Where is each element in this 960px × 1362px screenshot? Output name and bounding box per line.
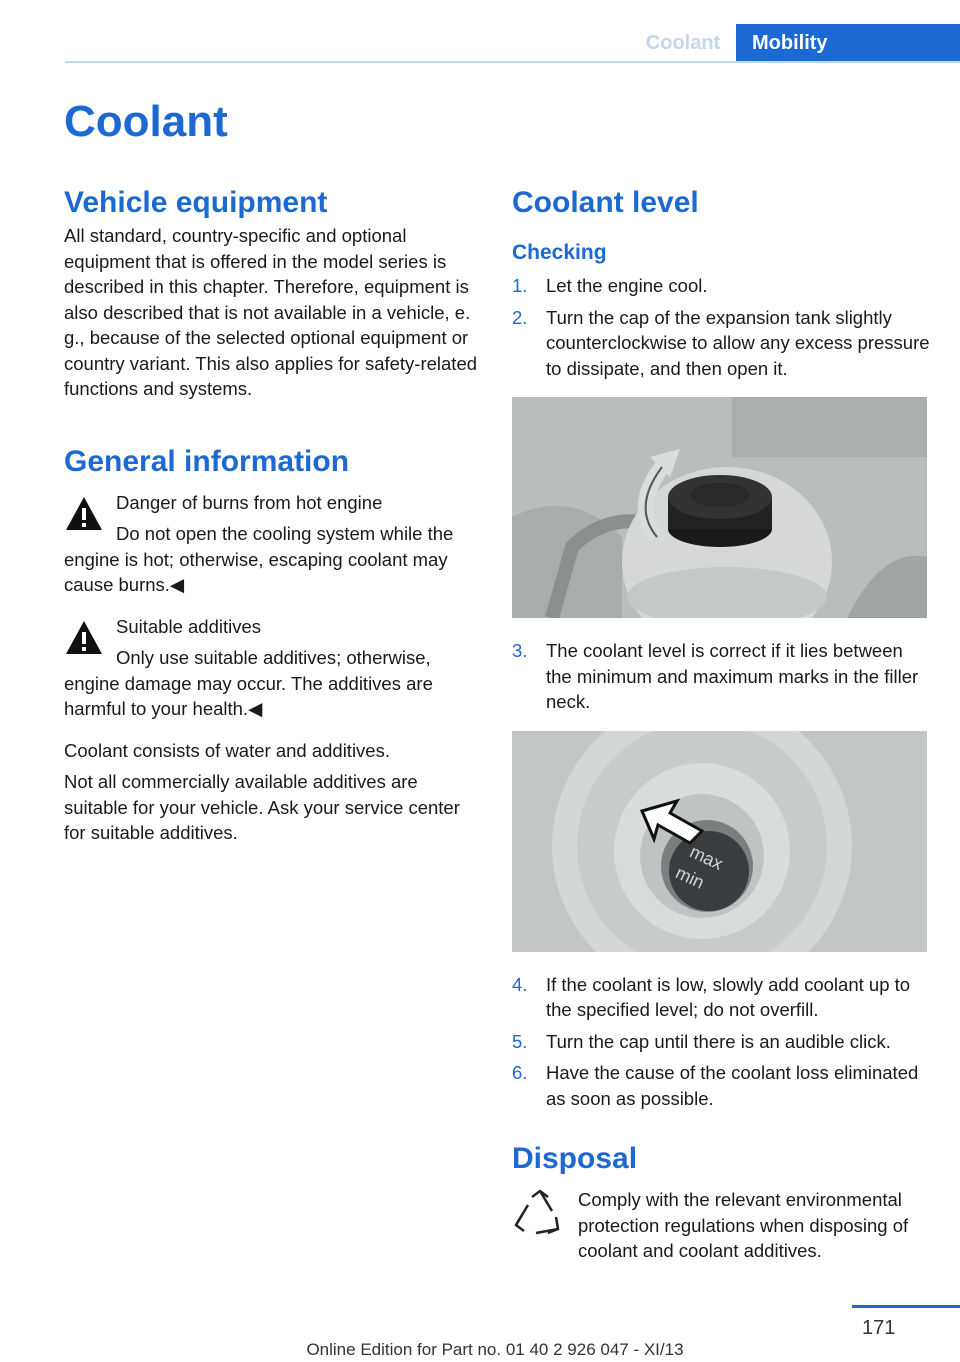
min-mark-label: min — [672, 861, 708, 893]
edition-footer: Online Edition for Part no. 01 40 2 926 047 - XI/13 — [306, 1340, 684, 1359]
warning-hot-engine-title: Danger of burns from hot engine — [116, 491, 383, 513]
vehicle-equipment-text: All standard, country-specific and optional equipment that is offered in the model series is described in this chapter. Therefore, equipment is also described that is not available in a vehicle, e. g., because of the selected optional equipment or country variant. This also applies for safety-related functions and systems. — [64, 225, 478, 399]
coolant-composition-text: Coolant consists of water and additives. — [64, 739, 390, 761]
list-item: 4. If the coolant is low, slowly add coolant up to the specified level; do not overfill. — [512, 973, 911, 1020]
disposal-note — [512, 1187, 930, 1264]
checking-steps-final — [512, 972, 930, 1112]
warning-additives-title: Suitable additives — [116, 615, 262, 637]
list-item: 5. Turn the cap until there is an audible click. — [512, 1030, 891, 1052]
filler-neck-marks-illustration — [512, 731, 927, 952]
general-information-heading: General information — [64, 444, 350, 478]
page-number: 171 — [862, 1317, 896, 1339]
disposal-heading: Disposal — [512, 1142, 638, 1175]
additives-advice-text: Not all commercially available additives are suitable for your vehicle. Ask your service center for suitable additives. — [64, 771, 460, 843]
disposal-text: Comply with the relevant environmental protection regulations when disposing of coolant and coolant additives. — [578, 1189, 909, 1261]
expansion-tank-cap-illustration — [512, 397, 927, 618]
checking-subheading: Checking — [512, 241, 607, 264]
left-column — [64, 183, 482, 846]
right-column — [512, 183, 930, 1264]
max-mark-label: max — [686, 840, 727, 874]
header-divider — [65, 61, 960, 63]
warning-hot-engine-text: Do not open the cooling system while the engine is hot; otherwise, escaping coolant may cause burns.◀ — [64, 523, 454, 595]
warning-additives — [64, 614, 482, 722]
list-item: 6. Have the cause of the coolant loss eliminated as soon as possible. — [512, 1062, 919, 1109]
recycling-icon — [512, 1187, 568, 1243]
warning-additives-text: Only use suitable additives; otherwise, engine damage may occur. The additives are harmful to your health.◀ — [64, 647, 433, 719]
tab-mobility[interactable]: Mobility — [736, 24, 960, 62]
warning-triangle-icon — [64, 618, 104, 658]
vehicle-equipment-heading: Vehicle equipment — [64, 186, 328, 219]
page-title: Coolant — [64, 97, 228, 146]
footer-divider — [852, 1305, 960, 1308]
list-item: 2. Turn the cap of the expansion tank slightly counterclockwise to allow any excess pressure to dissipate, and then open it. — [512, 306, 930, 379]
list-item: 1. Let the engine cool. — [512, 275, 708, 296]
tab-coolant[interactable]: Coolant — [645, 31, 721, 54]
warning-triangle-icon — [64, 494, 104, 534]
checking-steps-continued — [512, 638, 930, 715]
warning-hot-engine — [64, 490, 482, 598]
checking-steps — [512, 273, 930, 381]
list-item: 3. The coolant level is correct if it lies between the minimum and maximum marks in the filler neck. — [512, 640, 919, 712]
coolant-level-heading: Coolant level — [512, 186, 699, 219]
